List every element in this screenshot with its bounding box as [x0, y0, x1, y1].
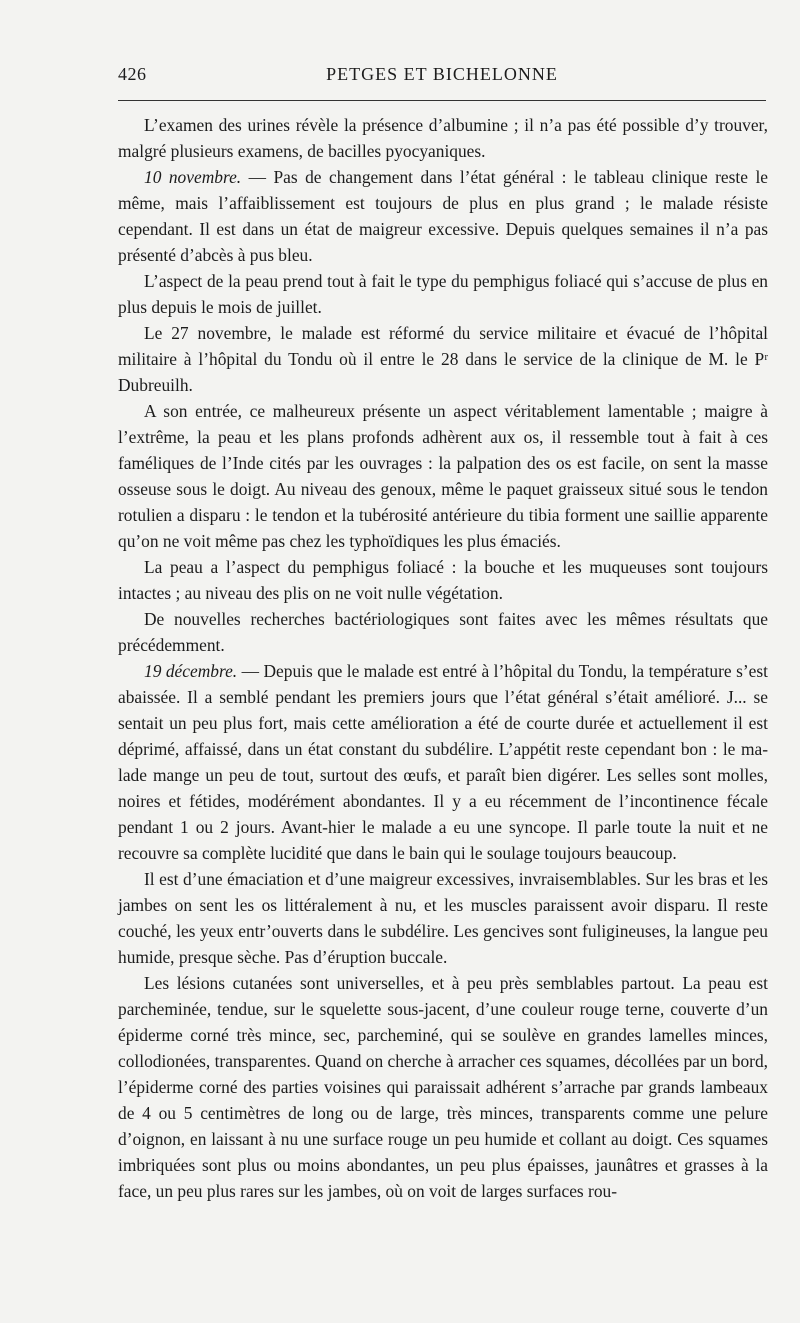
paragraph [118, 866, 768, 970]
paragraph-text: A son entrée, ce malheureux présente un aspect véritablement lamentable ; maigre à l’extrême, la peau et les plans profonds adhèrent aux os, il ressemble tout à fait à ces faméliques de l’Inde cités par les ouvrages : la palpation des os est facile, on sent la masse osseuse sous le doigt. Au niveau des genoux, même le paquet graisseux situé sous le tendon rotulien a disparu : le tendon et la tubérosité antérieure du tibia forment une saillie apparente qu’on ne voit même pas chez les typhoïdiques les plus émaciés. [118, 401, 768, 551]
paragraph-text: — Pas de changement dans l’état général : le tableau clinique reste le même, mais l’affaiblissement est toujours de plus en plus grand ; le malade résiste cependant. Il est dans un état de maigreur excessive. Depuis quelques semaines il n’a pas présenté d’abcès à pus bleu. [118, 167, 768, 265]
paragraph-text: L’aspect de la peau prend tout à fait le type du pemphigus foliacé qui s’accuse de plus en plus depuis le mois de juillet. [118, 271, 768, 317]
paragraph [118, 606, 768, 658]
page-header [118, 64, 766, 90]
paragraph-text: L’examen des urines révèle la présence d’albumine ; il n’a pas été possible d’y trouver, malgré plusieurs examens, de bacilles pyocyaniques. [118, 115, 768, 161]
paragraph-text: Le 27 novembre, le malade est réformé du service militaire et évacué de l’hôpital militaire à l’hôpital du Tondu où il entre le 28 dans le service de la clinique de M. le Pʳ Dubreuilh. [118, 323, 768, 395]
paragraph-text: De nouvelles recherches bactériologiques sont faites avec les mêmes résultats que précédemment. [118, 609, 768, 655]
paragraph [118, 164, 768, 268]
header-rule [118, 100, 766, 101]
paragraph [118, 320, 768, 398]
body-text [118, 112, 768, 1204]
paragraph-text: Il est d’une émaciation et d’une maigreur excessives, invraisemblables. Sur les bras et les jambes on sent les os littéralement à nu, et les muscles paraissent avoir disparu. Il reste couché, les yeux entr’ouverts dans le subdélire. Les gencives sont fuligineuses, la langue peu humide, presque sèche. Pas d’éruption buccale. [118, 869, 768, 967]
running-head: PETGES ET BICHELONNE [326, 64, 558, 84]
page-number: 426 [118, 64, 147, 84]
paragraph-text: Les lésions cutanées sont universelles, et à peu près semblables partout. La peau est parcheminée, tendue, sur le squelette sous-jacent, d’une couleur rouge terne, couverte d’un épiderme corné très mince, sec, parcheminé, qui se soulève en grandes lamelles minces, collodionées, transparentes. Quand on cherche à arracher ces squames, décollées par un bord, l’épiderme corné des parties voisines qui paraissait adhérent s’arrache par grands lambeaux de 4 ou 5 centimètres de long ou de large, très minces, transparents comme une pelure d’oignon, en laissant à nu une surface rouge un peu humide et collant au doigt. Ces squames imbriquées sont plus ou moins abondantes, un peu plus épaisses, jaunâtres et grasses à la face, un peu plus rares sur les jambes, où on voit de larges surfaces rou- [118, 973, 768, 1201]
paragraph [118, 268, 768, 320]
paragraph [118, 658, 768, 866]
paragraph [118, 970, 768, 1204]
paragraph [118, 554, 768, 606]
entry-date: 10 novembre. [144, 167, 242, 187]
paragraph [118, 398, 768, 554]
paragraph-text: — Depuis que le malade est entré à l’hôpital du Tondu, la température s’est abaissée. Il a semblé pendant les premiers jours que l’état général s’était amélioré. J... se sentait un peu plus fort, mais cette amélioration a été de courte durée et actuellement il est déprimé, affaissé, dans un état constant du subdélire. L’appétit reste cependant bon : le malade mange un peu de tout, surtout des œufs, et paraît bien digérer. Les selles sont molles, noires et fétides, modérément abondantes. Il y a eu récemment de l’incontinence fécale pendant 1 ou 2 jours. Avant-hier le malade a eu une syncope. Il parle toute la nuit et ne recouvre sa complète lucidité que dans le bain qui le soulage toujours beaucoup. [118, 661, 768, 863]
entry-date: 19 décembre. [144, 661, 238, 681]
paragraph-text: La peau a l’aspect du pemphigus foliacé : la bouche et les muqueuses sont toujours intactes ; au niveau des plis on ne voit nulle végétation. [118, 557, 768, 603]
paragraph [118, 112, 768, 164]
